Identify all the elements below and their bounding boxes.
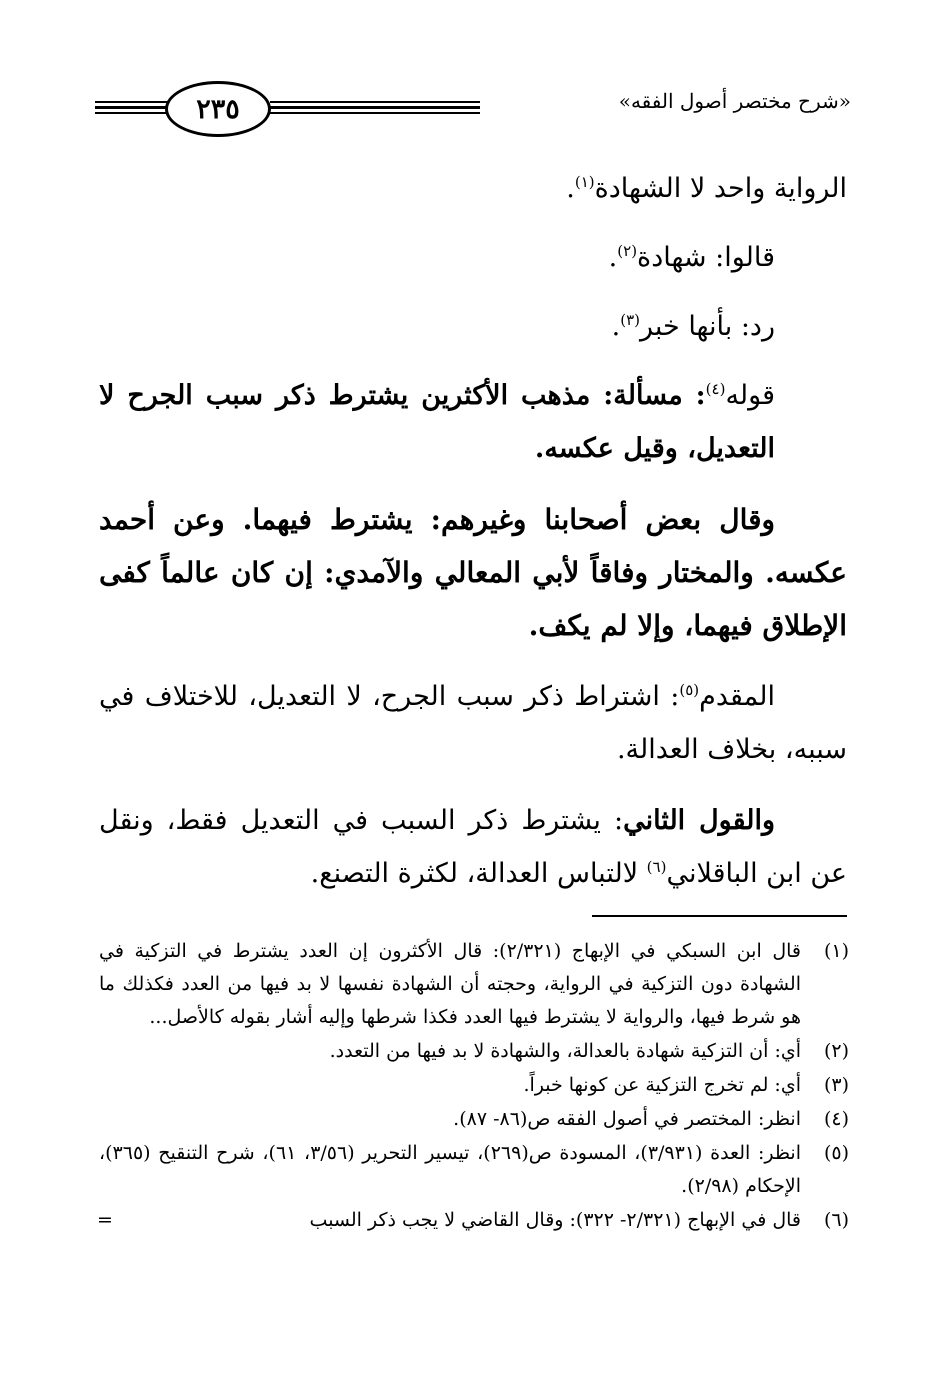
header-rule (95, 106, 167, 109)
paragraph: والقول الثاني: يشترط ذكر السبب في التعديل فقط، ونقل عن ابن الباقلاني$^{(٦)}$ لالتباس العدالة، لكثرة التصنع. (99, 805, 847, 889)
header-rule (270, 112, 480, 114)
header-rule (95, 112, 167, 114)
footnote-ref: (٣) (620, 311, 640, 329)
continuation-mark: = (97, 1209, 113, 1231)
footnote-ref: (٦) (646, 858, 667, 876)
footnote: (٥) انظر: العدة (٣/٩٣١)، المسودة ص(٢٦٩)، تيسير التحرير (٣/٥٦، ٦١)، شرح التنقيح (٣٦٥)، الإحكام (٢/٩٨). (99, 1137, 849, 1203)
footnote-separator (592, 915, 847, 917)
paragraph: وقال بعض أصحابنا وغيرهم: يشترط فيهما. وعن أحمد عكسه. والمختار وفاقاً لأبي المعالي والآمدي: إن كان عالماً كفى الإطلاق فيهما، وإلا لم يكف. (99, 503, 847, 642)
footnote-number: (٥) (823, 1142, 849, 1164)
paragraph: المقدم$^{(٥)}$: اشتراط ذكر سبب الجرح، لا التعديل، للاختلاف في سببه، بخلاف العدالة. (99, 681, 847, 765)
footnote: (٤) انظر: المختصر في أصول الفقه ص(٨٦- ٨٧). (99, 1103, 849, 1136)
footnote: (٣) أي: لم تخرج التزكية عن كونها خبراً. (99, 1069, 849, 1102)
footnote: (٢) أي: أن التزكية شهادة بالعدالة، والشهادة لا بد فيها من التعدد. (99, 1035, 849, 1068)
footnote-number: (٤) (823, 1108, 849, 1130)
text-line: الرواية واحد لا الشهادة$^{(١)}$. (566, 173, 847, 204)
footnote-number: (٣) (823, 1074, 849, 1096)
text-line: رد: بأنها خبر$^{(٣)}$. (611, 311, 775, 342)
footnote-number: (٢) (823, 1040, 849, 1062)
footnote-number: (١) (823, 940, 849, 962)
footnote-ref: (٤) (705, 380, 726, 398)
paragraph: قوله$^{(٤)}$: مسألة: مذهب الأكثرين يشترط ذكر سبب الجرح لا التعديل، وقيل عكسه. (99, 380, 775, 464)
header-rule (270, 106, 480, 109)
footnote-ref: (٥) (679, 681, 700, 699)
footnote-number: (٦) (823, 1209, 849, 1231)
footnote-ref: (١) (574, 173, 595, 191)
footnotes (99, 935, 849, 1238)
page-header (95, 75, 851, 135)
text-line: قالوا: شهادة$^{(٢)}$. (608, 242, 775, 273)
page-number: ٢٣٥ (165, 81, 271, 137)
header-rule (95, 101, 167, 103)
running-title: «شرح مختصر أصول الفقه» (618, 89, 851, 113)
main-text (99, 162, 847, 900)
footnote: (١) قال ابن السبكي في الإبهاج (٢/٣٢١): قال الأكثرون إن العدد يشترط في التزكية في الشهادة دون التزكية في الرواية، وحجته أن الشهادة نفسها لا بد فيها من العدد فكذلك ما هو شرط فيها، والرواية لا يشترط فيها العدد فكذا شرطها وإليه أشار بقوله كالأصل... (99, 935, 849, 1034)
footnote: (٦) قال في الإبهاج (٢/٣٢١- ٣٢٢): وقال القاضي لا يجب ذكر السبب = (99, 1204, 849, 1237)
header-rule (270, 101, 480, 103)
footnote-ref: (٢) (617, 242, 638, 260)
